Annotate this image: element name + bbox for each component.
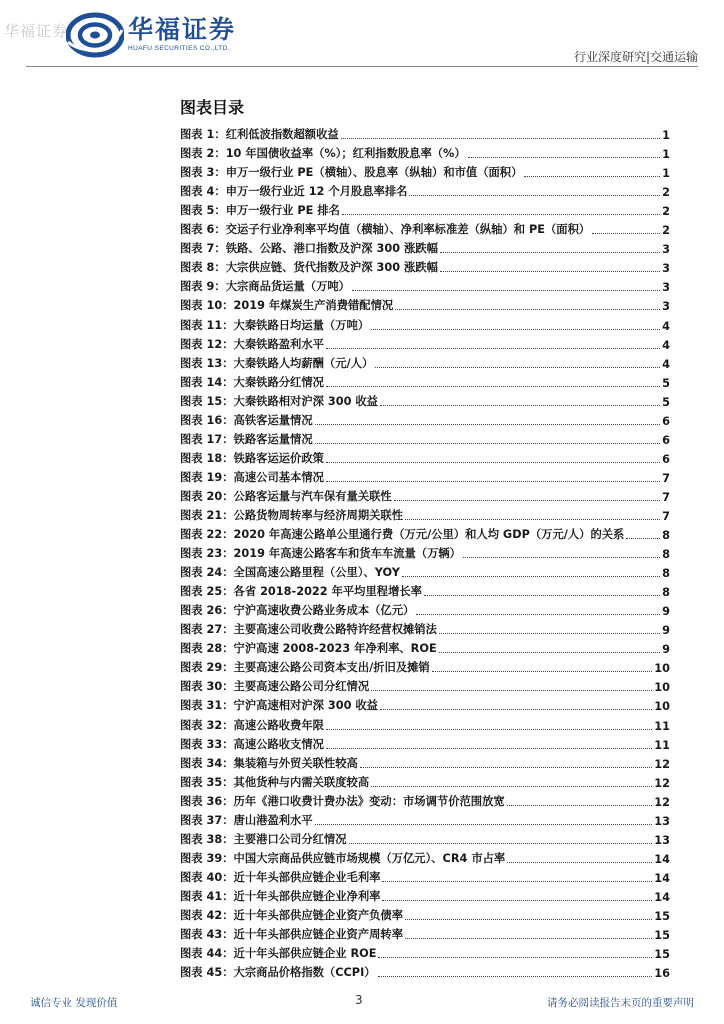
toc-entry[interactable] <box>180 390 670 409</box>
toc-entry-label: 图表 21： <box>180 508 234 522</box>
toc-entry[interactable] <box>180 428 670 447</box>
toc-entry-page: 11 <box>654 719 670 733</box>
toc-entry-page: 16 <box>654 967 670 981</box>
toc-entry-text: 大宗供应链、货代指数及沪深 300 涨跌幅 <box>225 261 438 275</box>
toc-dot-leader <box>402 576 660 577</box>
toc-entry-text: 宁沪高速相对沪深 300 收益 <box>233 699 378 713</box>
toc-entry-page: 1 <box>662 148 670 162</box>
toc-entry-text: 2020 年高速公路单公里通行费（万元/公里）和人均 GDP（万元/人）的关系 <box>233 528 625 542</box>
toc-entry-label: 图表 36： <box>180 794 234 808</box>
toc-entry-label: 图表 35： <box>180 775 234 789</box>
toc-entry-text: 宁沪高速收费公路业务成本（亿元） <box>233 604 415 618</box>
toc-entry-page: 10 <box>654 700 670 714</box>
toc-dot-leader <box>326 481 660 482</box>
report-category: 行业深度研究|交通运输 <box>573 50 698 64</box>
toc-entry-label: 图表 18： <box>180 451 234 465</box>
toc-entry-label: 图表 39： <box>180 851 234 865</box>
toc-entry[interactable] <box>180 237 670 256</box>
toc-entry-page: 1 <box>662 129 670 143</box>
toc-heading: 图表目录 <box>180 98 245 117</box>
toc-entry-page: 14 <box>654 852 670 866</box>
toc-entry-label: 图表 6： <box>180 223 226 237</box>
toc-dot-leader <box>326 748 652 749</box>
toc-entry-title <box>180 640 437 656</box>
toc-entry-text: 大秦铁路相对沪深 300 收益 <box>233 394 378 408</box>
toc-entry-page: 2 <box>662 205 670 219</box>
toc-entry-title <box>180 336 324 352</box>
toc-entry-page: 8 <box>662 567 670 581</box>
toc-dot-leader <box>394 500 660 501</box>
toc-dot-leader <box>468 157 660 158</box>
toc-entry-label: 图表 2： <box>180 147 226 161</box>
brand-name-en: HUAFU SECURITIES CO.,LTD. <box>128 45 230 52</box>
toc-entry-label: 图表 5： <box>180 204 226 218</box>
toc-dot-leader <box>382 900 652 901</box>
toc-entry-text: 高铁客运量情况 <box>233 413 313 427</box>
toc-entry[interactable] <box>180 447 670 466</box>
toc-dot-leader <box>382 881 652 882</box>
toc-entry-page: 11 <box>654 738 670 752</box>
toc-entry-page: 9 <box>662 605 670 619</box>
toc-entry-title <box>180 964 376 980</box>
toc-entry-page: 4 <box>662 338 670 352</box>
toc-entry-text: 大秦铁路盈利水平 <box>233 337 324 351</box>
footer-disclaimer: 请务必阅读报告末页的重要声明 <box>547 997 694 1009</box>
toc-entry[interactable] <box>180 637 670 656</box>
toc-dot-leader <box>592 233 660 234</box>
watermark-text: 华福证券 <box>4 22 69 40</box>
toc-entry-text: 公路客运量与汽车保有量关联性 <box>233 489 392 503</box>
toc-entry[interactable] <box>180 828 670 847</box>
toc-entry-title <box>180 755 358 771</box>
toc-entry[interactable] <box>180 599 670 618</box>
toc-entry-label: 图表 8： <box>180 261 226 275</box>
toc-entry-text: 近十年头部供应链企业资产负债率 <box>233 908 404 922</box>
toc-entry[interactable] <box>180 561 670 580</box>
toc-entry-text: 10 年国债收益率（%）；红利指数股息率（%） <box>225 147 466 161</box>
toc-entry-page: 7 <box>662 509 670 523</box>
toc-entry-title <box>180 431 313 447</box>
toc-dot-leader <box>440 271 660 272</box>
toc-dot-leader <box>405 919 652 920</box>
toc-entry-label: 图表 14： <box>180 375 234 389</box>
toc-entry-page: 3 <box>662 281 670 295</box>
toc-entry-page: 10 <box>654 681 670 695</box>
toc-entry[interactable] <box>180 371 670 390</box>
toc-entry-text: 宁沪高速 2008-2023 年净利率、ROE <box>233 642 437 656</box>
toc-dot-leader <box>341 138 660 139</box>
toc-entry-page: 13 <box>654 814 670 828</box>
toc-entry-label: 图表 4： <box>180 185 226 199</box>
toc-entry-text: 2019 年高速公路客车和货车车流量（万辆） <box>233 547 461 561</box>
toc-entry-title <box>180 469 324 485</box>
toc-entry[interactable] <box>180 790 670 809</box>
toc-entry-label: 图表 13： <box>180 356 234 370</box>
toc-entry[interactable] <box>180 713 670 732</box>
toc-entry-page: 8 <box>662 548 670 562</box>
toc-entry[interactable] <box>180 961 670 980</box>
toc-entry-text: 高速公司基本情况 <box>233 470 324 484</box>
toc-entry-text: 中国大宗商品供应链市场规模（万亿元）、CR4 市占率 <box>233 851 506 865</box>
toc-entry-text: 历年《港口收费计费办法》变动：市场调节价范围放宽 <box>233 794 505 808</box>
toc-entry-title <box>180 602 414 618</box>
toc-entry[interactable] <box>180 409 670 428</box>
toc-entry-page: 3 <box>662 243 670 257</box>
toc-entry-title <box>180 183 407 199</box>
toc-entry[interactable] <box>180 923 670 942</box>
toc-entry-label: 图表 42： <box>180 908 234 922</box>
toc-entry-title <box>180 355 373 371</box>
toc-entry[interactable] <box>180 847 670 866</box>
toc-dot-leader <box>375 367 660 368</box>
toc-entry-label: 图表 16： <box>180 413 234 427</box>
toc-dot-leader <box>416 614 660 615</box>
toc-entry-label: 图表 34： <box>180 756 234 770</box>
toc-entry-page: 13 <box>654 833 670 847</box>
toc-dot-leader <box>371 329 660 330</box>
toc-entry-page: 2 <box>662 186 670 200</box>
toc-entry-page: 12 <box>654 757 670 771</box>
toc-entry-label: 图表 19： <box>180 470 234 484</box>
toc-dot-leader <box>360 767 652 768</box>
toc-entry-title <box>180 831 347 847</box>
toc-entry-label: 图表 1： <box>180 128 226 142</box>
toc-dot-leader <box>380 709 652 710</box>
toc-entry-text: 各省 2018-2022 年平均里程增长率 <box>233 585 422 599</box>
toc-entry-page: 4 <box>662 357 670 371</box>
toc-entry-page: 12 <box>654 776 670 790</box>
toc-entry[interactable] <box>180 275 670 294</box>
toc-entry[interactable] <box>180 504 670 523</box>
toc-entry[interactable] <box>180 256 670 275</box>
toc-entry[interactable] <box>180 542 670 561</box>
toc-dot-leader <box>626 538 660 539</box>
toc-dot-leader <box>463 557 660 558</box>
toc-entry-text: 铁路、公路、港口指数及沪深 300 涨跌幅 <box>225 242 438 256</box>
toc-entry-page: 15 <box>654 948 670 962</box>
toc-entry-label: 图表 40： <box>180 870 234 884</box>
toc-entry-title <box>180 793 505 809</box>
header-divider <box>26 66 698 67</box>
toc-entry-label: 图表 30： <box>180 680 234 694</box>
toc-dot-leader <box>395 309 660 310</box>
toc-entry-text: 红利低波指数超额收益 <box>225 128 339 142</box>
toc-entry-label: 图表 10： <box>180 299 234 313</box>
toc-dot-leader <box>424 595 660 596</box>
toc-entry-page: 7 <box>662 490 670 504</box>
toc-entry-text: 申万一级行业近 12 个月股息率排名 <box>225 185 408 199</box>
footer-slogan: 诚信专业 发现价值 <box>30 997 118 1009</box>
toc-entry-page: 15 <box>654 909 670 923</box>
toc-entry-title <box>180 393 378 409</box>
toc-entry-text: 2019 年煤炭生产消费错配情况 <box>233 299 394 313</box>
toc-entry-title <box>180 126 339 142</box>
toc-entry-title <box>180 240 438 256</box>
toc-entry-title <box>180 507 403 523</box>
toc-entry-title <box>180 202 340 218</box>
toc-entry[interactable] <box>180 771 670 790</box>
toc-entry-label: 图表 43： <box>180 928 234 942</box>
toc-entry-text: 大宗商品价格指数（CCPI） <box>233 966 376 980</box>
toc-entry-text: 主要港口公司分红情况 <box>233 832 347 846</box>
toc-entry-text: 近十年头部供应链企业净利率 <box>233 889 381 903</box>
toc-entry[interactable] <box>180 485 670 504</box>
toc-entry-label: 图表 44： <box>180 947 234 961</box>
toc-entry-label: 图表 15： <box>180 394 234 408</box>
toc-dot-leader <box>315 824 653 825</box>
toc-dot-leader <box>439 633 660 634</box>
toc-dot-leader <box>326 729 652 730</box>
toc-entry-title <box>180 526 624 542</box>
toc-dot-leader <box>342 214 660 215</box>
toc-entry-text: 主要高速公司收费公路特许经营权摊销法 <box>233 623 437 637</box>
huafu-logo-icon <box>66 12 124 58</box>
toc-entry-label: 图表 38： <box>180 832 234 846</box>
toc-entry-label: 图表 11： <box>180 318 234 332</box>
toc-entry-label: 图表 7： <box>180 242 226 256</box>
toc-entry[interactable] <box>180 694 670 713</box>
toc-entry[interactable] <box>180 656 670 675</box>
toc-entry-title <box>180 545 461 561</box>
toc-entry-title <box>180 697 378 713</box>
toc-dot-leader <box>507 862 652 863</box>
toc-entry-title <box>180 926 403 942</box>
toc-entry-text: 大秦铁路分红情况 <box>233 375 324 389</box>
toc-entry-page: 6 <box>662 414 670 428</box>
toc-entry-title <box>180 736 324 752</box>
toc-entry-label: 图表 22： <box>180 528 234 542</box>
toc-entry-text: 高速公路收支情况 <box>233 737 324 751</box>
toc-entry-label: 图表 33： <box>180 737 234 751</box>
toc-entry-label: 图表 31： <box>180 699 234 713</box>
toc-entry-label: 图表 23： <box>180 547 234 561</box>
toc-entry-title <box>180 221 590 237</box>
toc-entry-text: 申万一级行业 PE 排名 <box>225 204 340 218</box>
toc-entry[interactable] <box>180 180 670 199</box>
toc-entry[interactable] <box>180 809 670 828</box>
toc-entry-title <box>180 564 400 580</box>
toc-entry-title <box>180 659 430 675</box>
page-number: 3 <box>355 993 363 1007</box>
toc-entry[interactable] <box>180 466 670 485</box>
toc-entry[interactable] <box>180 352 670 371</box>
toc-entry[interactable] <box>180 885 670 904</box>
toc-entry-text: 全国高速公路里程（公里）、YOY <box>233 566 400 580</box>
toc-entry-label: 图表 24： <box>180 566 234 580</box>
toc-entry-label: 图表 37： <box>180 813 234 827</box>
toc-entry-page: 12 <box>654 795 670 809</box>
toc-dot-leader <box>405 938 652 939</box>
toc-entry-text: 近十年头部供应链企业毛利率 <box>233 870 381 884</box>
toc-entry-page: 9 <box>662 643 670 657</box>
toc-entry-page: 6 <box>662 452 670 466</box>
toc-entry-title <box>180 945 376 961</box>
toc-entry-page: 9 <box>662 624 670 638</box>
toc-entry-title <box>180 412 313 428</box>
toc-entry-page: 5 <box>662 376 670 390</box>
toc-entry-label: 图表 25： <box>180 585 234 599</box>
toc-entry-title <box>180 164 522 180</box>
toc-entry-title <box>180 488 392 504</box>
toc-dot-leader <box>524 176 660 177</box>
toc-entry[interactable] <box>180 313 670 332</box>
toc-entry-text: 主要高速公路公司分红情况 <box>233 680 370 694</box>
toc-entry-page: 15 <box>654 929 670 943</box>
toc-entry[interactable] <box>180 942 670 961</box>
toc-entry-title <box>180 907 403 923</box>
toc-dot-leader <box>432 671 653 672</box>
toc-entry-title <box>180 888 380 904</box>
toc-entry-text: 铁路客运运价政策 <box>233 451 324 465</box>
toc-entry[interactable] <box>180 161 670 180</box>
toc-dot-leader <box>326 348 660 349</box>
toc-entry-title <box>180 869 380 885</box>
toc-entry-title <box>180 145 466 161</box>
brand-name-cn: 华福证券 <box>128 15 237 44</box>
toc-entry-text: 交运子行业净利率平均值（横轴）、净利率标准差（纵轴）和 PE（面积） <box>225 223 591 237</box>
toc-entry-label: 图表 3： <box>180 166 226 180</box>
toc-entry[interactable] <box>180 733 670 752</box>
toc-entry-label: 图表 32： <box>180 718 234 732</box>
toc-entry-title <box>180 812 313 828</box>
toc-entry-text: 集装箱与外贸关联性较高 <box>233 756 358 770</box>
toc-entry-label: 图表 41： <box>180 889 234 903</box>
toc-dot-leader <box>380 405 660 406</box>
toc-entry[interactable] <box>180 123 670 142</box>
toc-entry-page: 8 <box>662 586 670 600</box>
toc-entry-label: 图表 12： <box>180 337 234 351</box>
toc-entry-title <box>180 774 369 790</box>
toc-dot-leader <box>352 290 660 291</box>
toc-entry-text: 主要高速公路公司资本支出/折旧及摊销 <box>233 661 430 675</box>
toc-dot-leader <box>315 443 660 444</box>
toc-entry-title <box>180 317 369 333</box>
toc-entry[interactable] <box>180 866 670 885</box>
toc-entry[interactable] <box>180 199 670 218</box>
toc-entry-label: 图表 45： <box>180 966 234 980</box>
toc-entry-text: 唐山港盈利水平 <box>233 813 313 827</box>
brand-logo <box>66 12 236 58</box>
toc-entry-text: 铁路客运量情况 <box>233 432 313 446</box>
toc-entry-label: 图表 27： <box>180 623 234 637</box>
toc-entry[interactable] <box>180 294 670 313</box>
toc-entry-text: 公路货物周转率与经济周期关联性 <box>233 508 404 522</box>
toc-entry-text: 大秦铁路人均薪酬（元/人） <box>233 356 374 370</box>
toc-dot-leader <box>371 690 652 691</box>
toc-entry[interactable] <box>180 580 670 599</box>
toc-entry-text: 大秦铁路日均运量（万吨） <box>233 318 370 332</box>
toc-entry-title <box>180 583 422 599</box>
toc-dot-leader <box>378 957 652 958</box>
toc-entry-label: 图表 28： <box>180 642 234 656</box>
toc-entry-label: 图表 17： <box>180 432 234 446</box>
toc-entry-page: 5 <box>662 395 670 409</box>
toc-entry-title <box>180 374 324 390</box>
toc-entry-page: 6 <box>662 433 670 447</box>
toc-entry-page: 3 <box>662 300 670 314</box>
toc-entry[interactable] <box>180 675 670 694</box>
toc-entry-title <box>180 717 324 733</box>
toc-entry[interactable] <box>180 523 670 542</box>
toc-entry-label: 图表 9： <box>180 280 226 294</box>
toc-dot-leader <box>326 462 660 463</box>
toc-dot-leader <box>405 519 660 520</box>
toc-entry-page: 10 <box>654 662 670 676</box>
toc-entry-text: 申万一级行业 PE（横轴）、股息率（纵轴）和市值（面积） <box>225 166 523 180</box>
toc-entry-page: 2 <box>662 224 670 238</box>
toc-dot-leader <box>349 843 653 844</box>
toc-entry-label: 图表 20： <box>180 489 234 503</box>
toc-dot-leader <box>326 386 660 387</box>
toc-entry-page: 14 <box>654 890 670 904</box>
toc-dot-leader <box>507 805 653 806</box>
toc-entry-title <box>180 850 505 866</box>
toc-entry-page: 8 <box>662 529 670 543</box>
toc-entry-text: 近十年头部供应链企业资产周转率 <box>233 928 404 942</box>
toc-entry-page: 1 <box>662 167 670 181</box>
toc-entry-title <box>180 678 369 694</box>
toc-dot-leader <box>409 195 660 196</box>
toc-entry-label: 图表 26： <box>180 604 234 618</box>
toc-entry-text: 大宗商品货运量（万吨） <box>225 280 350 294</box>
toc-entry-label: 图表 29： <box>180 661 234 675</box>
toc-entry-title <box>180 297 393 313</box>
toc-entry-title <box>180 259 438 275</box>
toc-entry[interactable] <box>180 618 670 637</box>
toc-entry-page: 3 <box>662 262 670 276</box>
toc-entry-page: 4 <box>662 319 670 333</box>
toc-entry[interactable] <box>180 904 670 923</box>
toc-entry-page: 7 <box>662 471 670 485</box>
toc-entry-title <box>180 278 350 294</box>
toc-dot-leader <box>440 252 660 253</box>
toc-entry-text: 其他货种与内需关联度较高 <box>233 775 370 789</box>
toc-entry[interactable] <box>180 218 670 237</box>
toc-dot-leader <box>371 786 652 787</box>
toc-entry-text: 近十年头部供应链企业 ROE <box>233 947 377 961</box>
toc-entry-page: 14 <box>654 871 670 885</box>
toc-entry-title <box>180 621 437 637</box>
toc-dot-leader <box>439 652 660 653</box>
toc-entry[interactable] <box>180 752 670 771</box>
toc-entry[interactable] <box>180 333 670 352</box>
toc-entry[interactable] <box>180 142 670 161</box>
toc-list <box>180 123 670 980</box>
toc-dot-leader <box>378 976 653 977</box>
toc-dot-leader <box>315 424 660 425</box>
toc-entry-text: 高速公路收费年限 <box>233 718 324 732</box>
toc-entry-title <box>180 450 324 466</box>
